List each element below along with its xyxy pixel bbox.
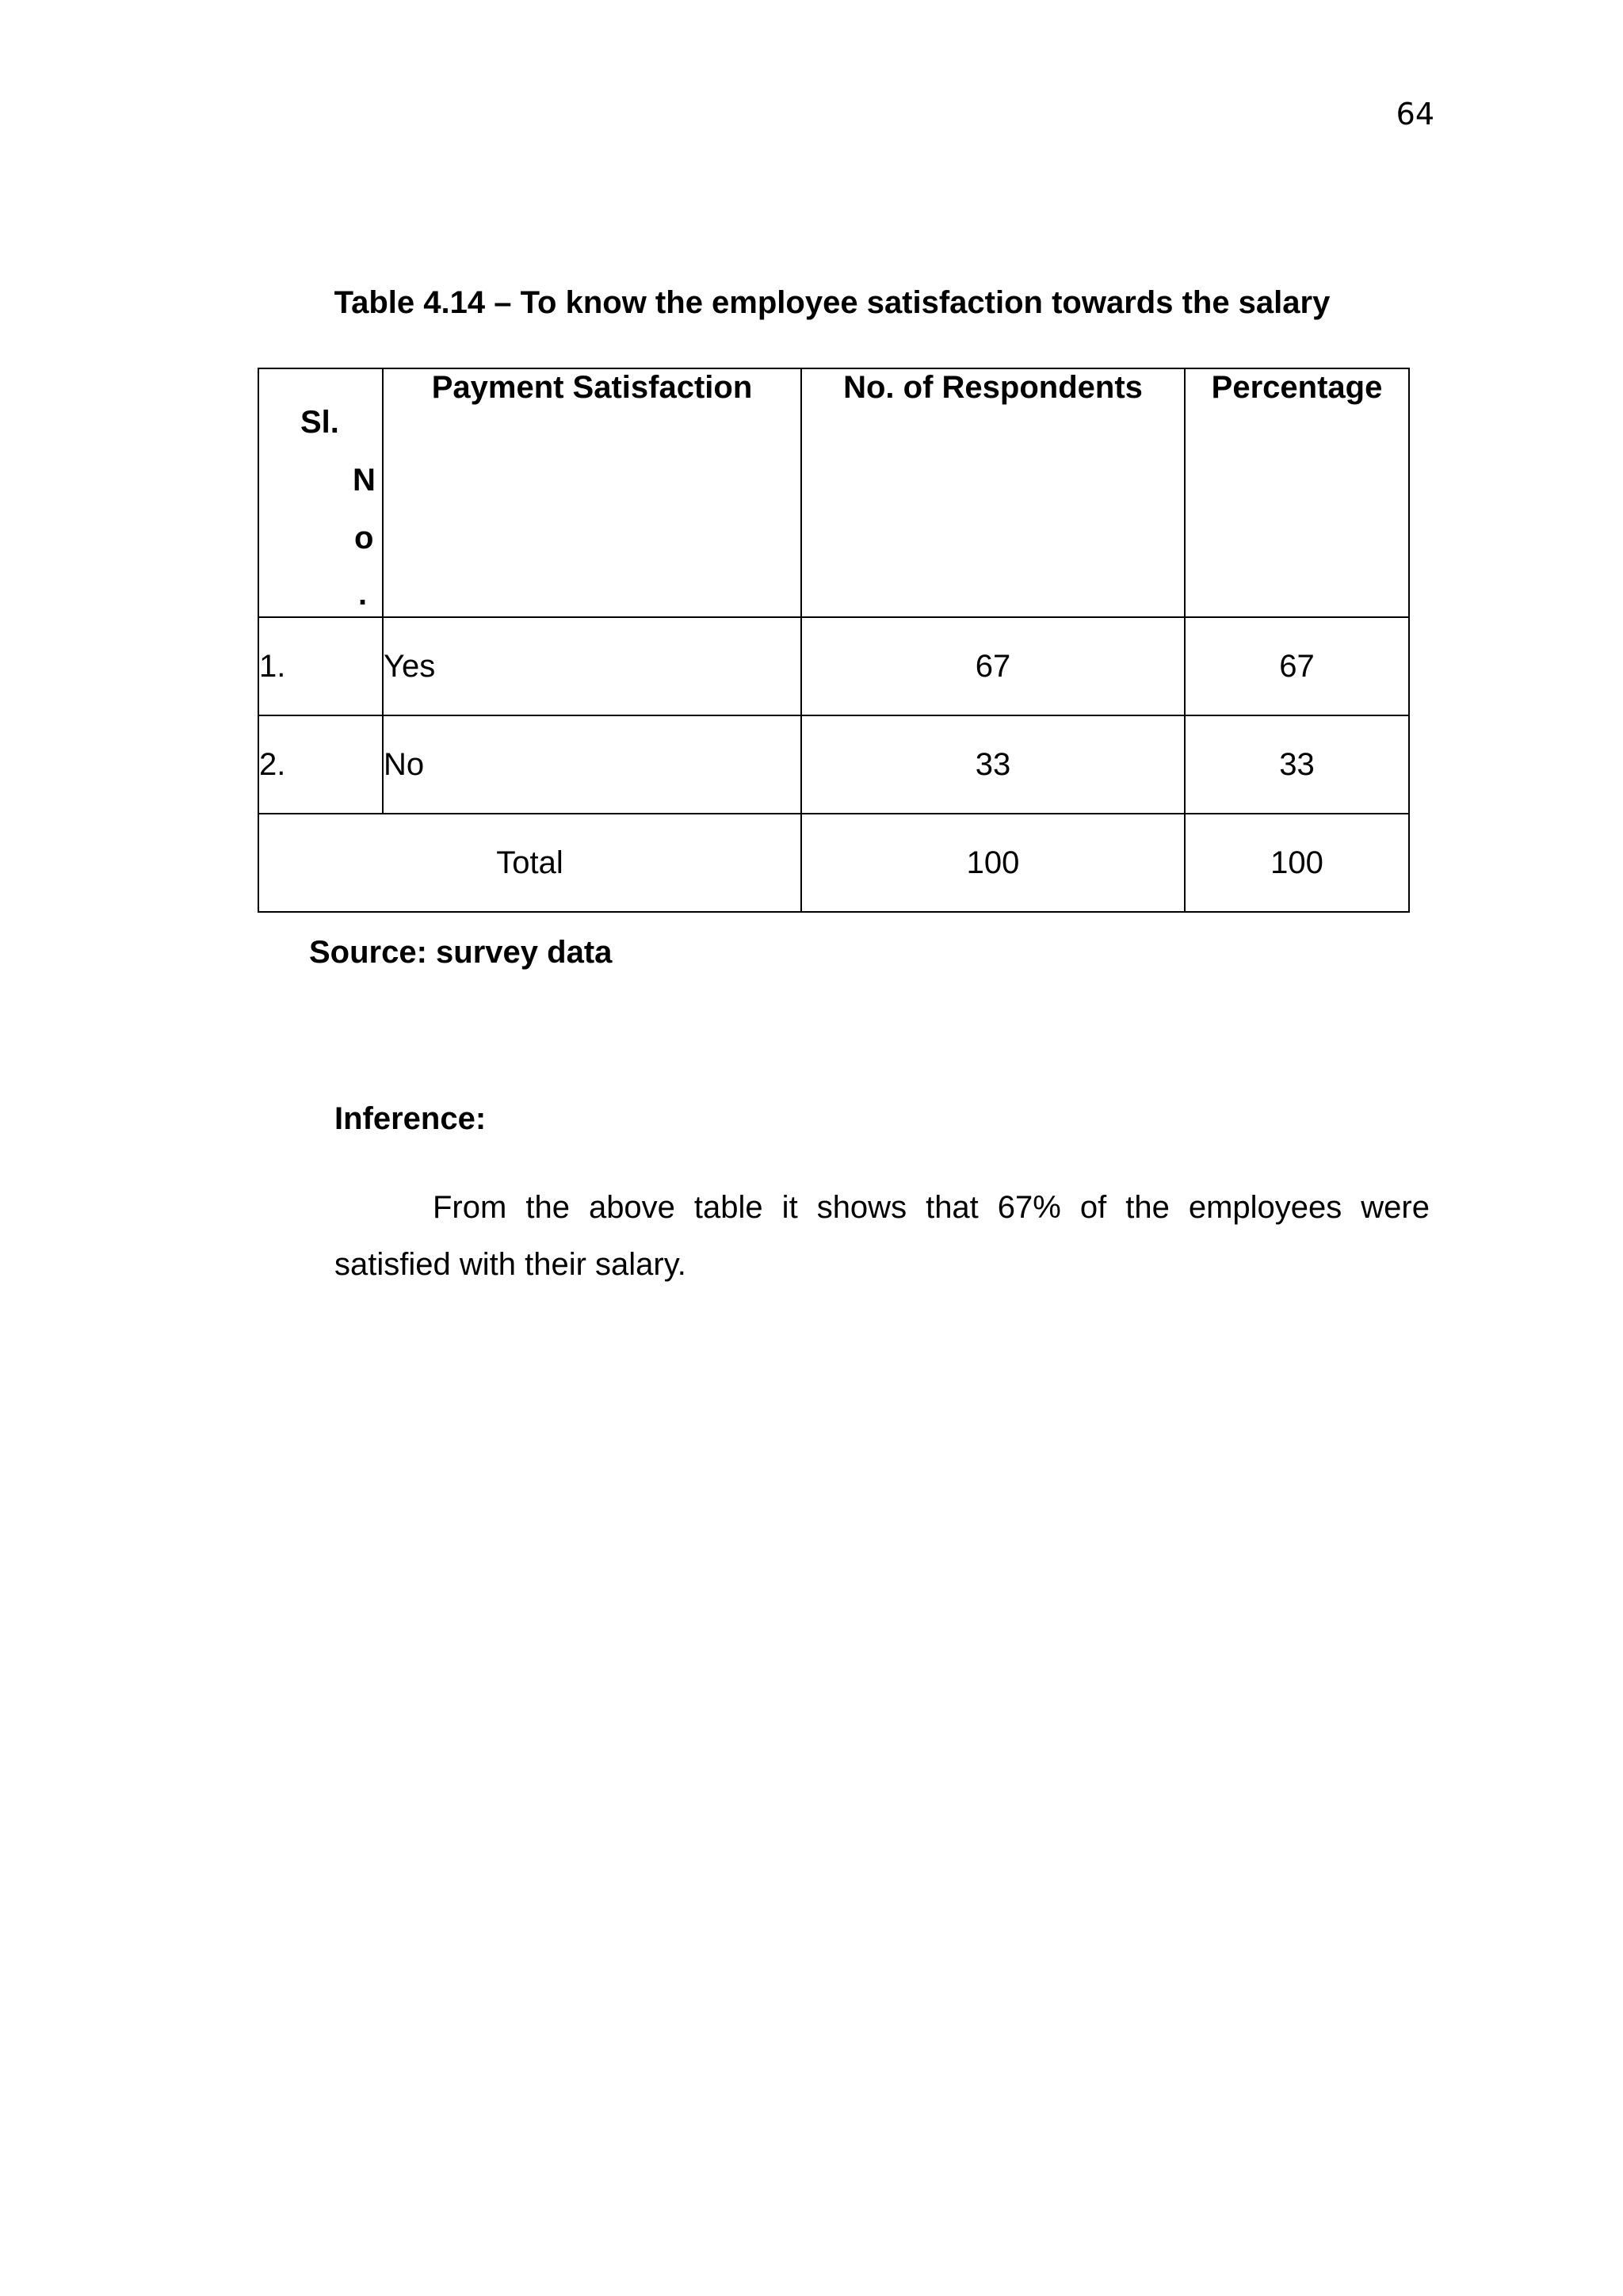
table-source-note: Source: survey data <box>309 935 613 970</box>
header-sl-letter-o: o <box>354 521 374 555</box>
cell-payment-satisfaction: Yes <box>383 617 801 715</box>
header-payment-satisfaction: Payment Satisfaction <box>383 368 801 617</box>
cell-percentage: 67 <box>1185 617 1409 715</box>
table-row <box>258 715 1409 814</box>
inference-heading: Inference: <box>334 1101 487 1136</box>
header-sl-label: Sl. <box>300 405 339 440</box>
cell-sl-no: 1. <box>258 617 383 715</box>
table-row <box>258 617 1409 715</box>
header-sl-letter-n: N <box>353 463 376 498</box>
satisfaction-table <box>258 368 1410 913</box>
table-total-row <box>258 814 1409 912</box>
table-title: Table 4.14 – To know the employee satisfaction towards the salary <box>334 285 1331 320</box>
header-sl-no <box>258 368 383 617</box>
cell-total-label: Total <box>258 814 801 912</box>
page-number: 64 <box>1396 97 1434 132</box>
cell-respondents: 67 <box>801 617 1185 715</box>
cell-percentage: 33 <box>1185 715 1409 814</box>
table-header-row <box>258 368 1409 617</box>
header-no-of-respondents: No. of Respondents <box>801 368 1185 617</box>
cell-total-respondents: 100 <box>801 814 1185 912</box>
cell-sl-no: 2. <box>258 715 383 814</box>
header-percentage: Percentage <box>1185 368 1409 617</box>
cell-respondents: 33 <box>801 715 1185 814</box>
inference-paragraph: From the above table it shows that 67% of the employees were satisfied with their salary. <box>334 1190 1430 1282</box>
header-sl-letter-dot: . <box>358 577 368 612</box>
cell-total-percentage: 100 <box>1185 814 1409 912</box>
cell-payment-satisfaction: No <box>383 715 801 814</box>
